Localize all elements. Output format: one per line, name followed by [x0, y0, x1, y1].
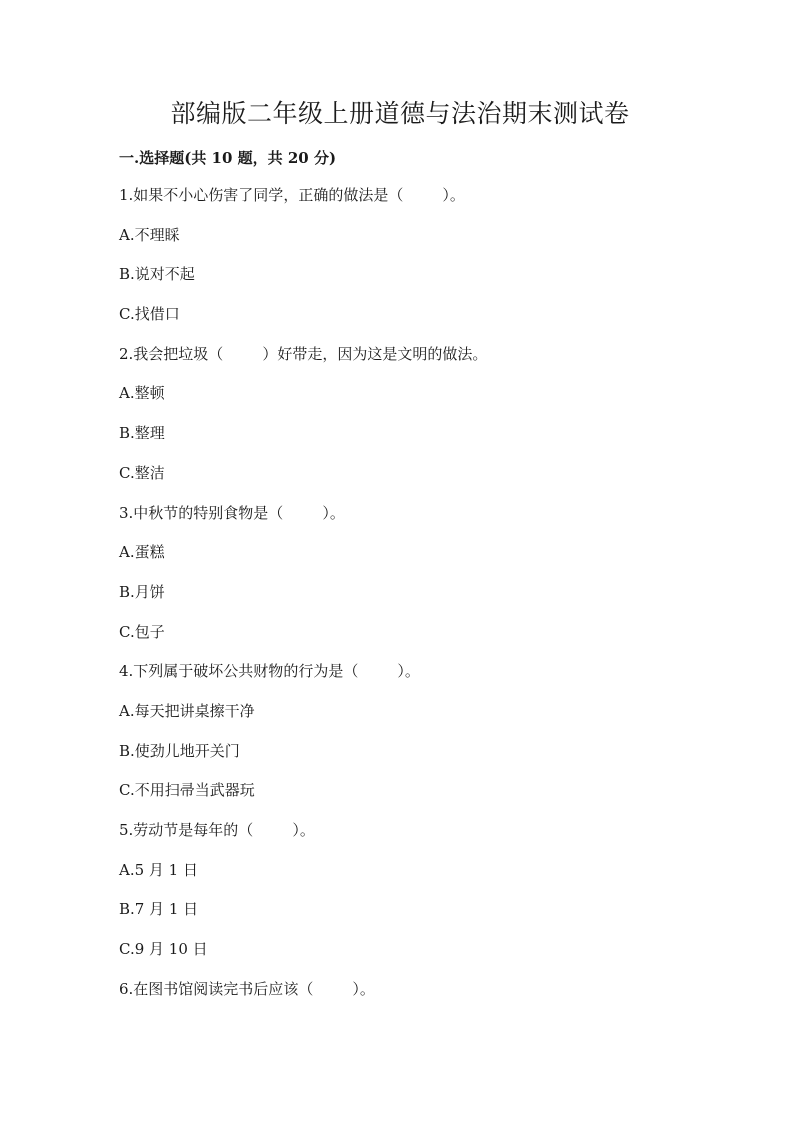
question-stem-text: 1.如果不小心伤害了同学，正确的做法是（	[119, 186, 404, 204]
option-c: C.找借口	[119, 305, 180, 324]
question-3	[119, 499, 739, 658]
option-b: B.7 月 1 日	[119, 900, 199, 919]
option-b: B.说对不起	[119, 265, 195, 284]
question-stem-text: 4.下列属于破坏公共财物的行为是（	[119, 662, 359, 681]
question-stem-text: ）。	[442, 186, 465, 204]
question-stem	[119, 975, 739, 1015]
question-stem-text: 5.劳动节是每年的（	[119, 821, 254, 839]
question-1	[119, 181, 739, 340]
question-list	[119, 181, 739, 1014]
question-stem-text: 6.在图书馆阅读完书后应该（	[119, 979, 314, 998]
option-c: C.整洁	[119, 463, 165, 482]
question-stem	[119, 340, 739, 380]
question-stem-text: ）。	[397, 662, 420, 681]
question-5	[119, 816, 739, 975]
question-2	[119, 340, 739, 499]
option-a: A.不理睬	[119, 225, 180, 244]
option-a: A.每天把讲桌擦干净	[119, 701, 255, 720]
option-b: B.使劲儿地开关门	[119, 741, 240, 760]
question-stem-text: ）。	[352, 979, 375, 998]
question-stem-text: ）好带走，因为这是文明的做法。	[262, 344, 488, 363]
question-stem-text: ）。	[292, 821, 315, 839]
page-title: 部编版二年级上册道德与法治期末测试卷	[170, 99, 630, 128]
question-stem-text: 3.中秋节的特别食物是（	[119, 503, 284, 522]
question-stem	[119, 181, 739, 221]
question-6	[119, 975, 739, 1015]
question-stem-text: 2.我会把垃圾（	[119, 344, 224, 363]
option-b: B.整理	[119, 424, 165, 443]
question-4	[119, 657, 739, 816]
option-b: B.月饼	[119, 582, 165, 601]
option-a: A.蛋糕	[119, 543, 165, 562]
question-stem	[119, 816, 739, 856]
option-c: C.不用扫帚当武器玩	[119, 781, 255, 800]
question-stem	[119, 499, 739, 539]
question-stem	[119, 657, 739, 697]
option-a: A.整顿	[119, 384, 165, 403]
option-c: C.9 月 10 日	[119, 940, 208, 959]
section-heading: 一.选择题(共 10 题，共 20 分)	[119, 149, 337, 167]
option-c: C.包子	[119, 622, 165, 641]
option-a: A.5 月 1 日	[119, 860, 198, 879]
question-stem-text: ）。	[322, 503, 345, 522]
